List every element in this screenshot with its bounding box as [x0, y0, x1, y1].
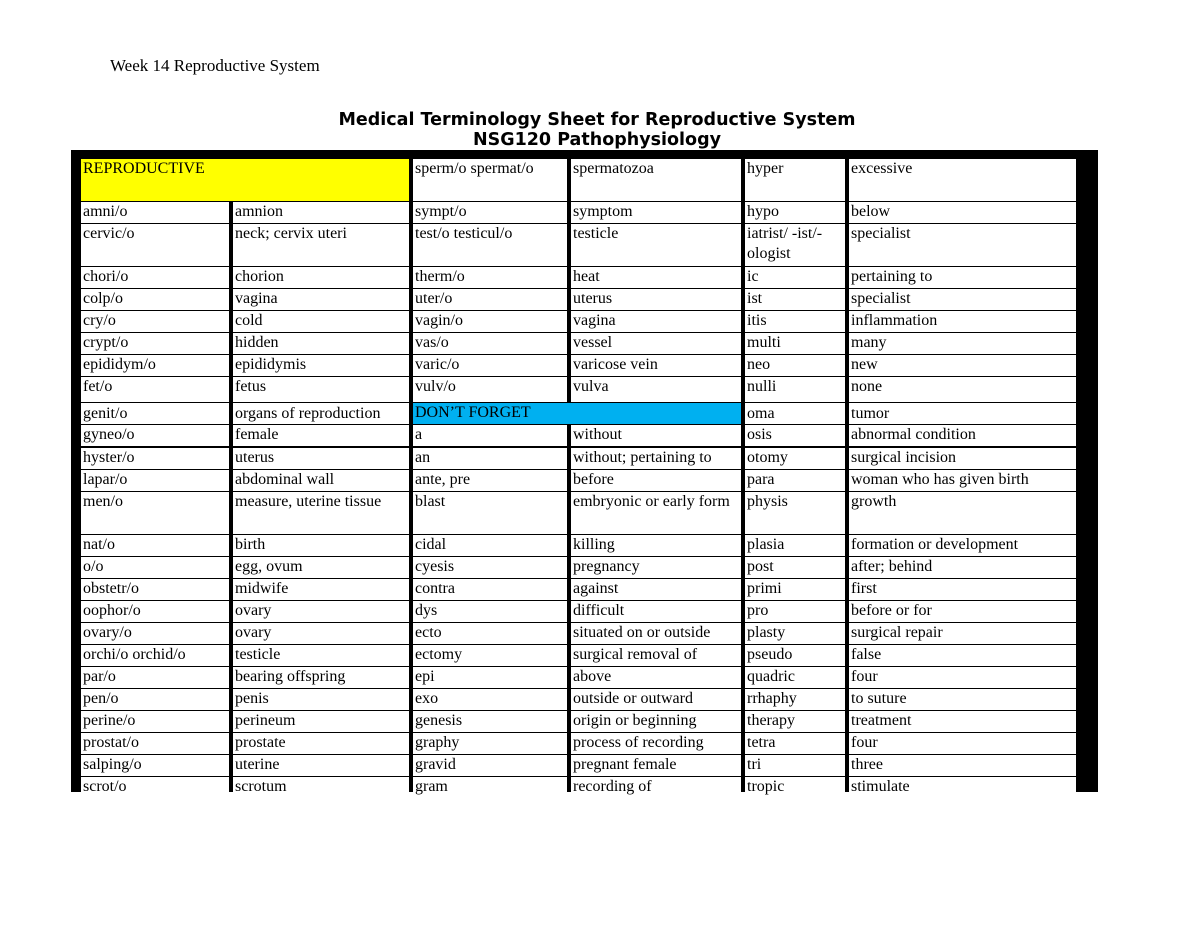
table-cell: prostate [233, 733, 409, 754]
table-cell: situated on or outside [571, 623, 741, 644]
table-cell: vas/o [413, 333, 567, 354]
table-cell: tetra [745, 733, 845, 754]
table-cell: pseudo [745, 645, 845, 666]
table-cell: surgical incision [849, 448, 1076, 469]
table-cell: uterus [233, 448, 409, 469]
table-cell: physis [745, 492, 845, 534]
table-cell: pertaining to [849, 267, 1076, 288]
table-cell: chori/o [81, 267, 229, 288]
table-cell: iatrist/ -ist/-ologist [745, 224, 845, 266]
table-cell: birth [233, 535, 409, 556]
table-cell: gram [413, 777, 567, 798]
table-cell: quadric [745, 667, 845, 688]
table-cell: false [849, 645, 1076, 666]
table-cell: a [413, 425, 567, 446]
table-cell: prostat/o [81, 733, 229, 754]
table-cell: after; behind [849, 557, 1076, 578]
table-cell: hidden [233, 333, 409, 354]
table-cell: ic [745, 267, 845, 288]
table-cell: pregnant female [571, 755, 741, 776]
table-cell-text: genit/o [83, 405, 128, 423]
section-header-dont-forget: DON’T FORGET [413, 403, 741, 424]
table-cell: gravid [413, 755, 567, 776]
table-cell: measure, uterine tissue [233, 492, 409, 534]
table-cell: sperm/o spermat/o [413, 159, 567, 201]
table-cell: none [849, 377, 1076, 402]
table-cell: rrhaphy [745, 689, 845, 710]
table-cell: cyesis [413, 557, 567, 578]
table-cell: ovary [233, 601, 409, 622]
table-cell: surgical removal of [571, 645, 741, 666]
table-cell [745, 403, 845, 424]
table-cell: cry/o [81, 311, 229, 332]
table-cell: outside or outward [571, 689, 741, 710]
table-cell: female [233, 425, 409, 446]
table-cell: vulv/o [413, 377, 567, 402]
table-cell: hyster/o [81, 448, 229, 469]
table-cell-text: organs of reproduction [235, 405, 381, 423]
table-cell: ante, pre [413, 470, 567, 491]
table-cell: o/o [81, 557, 229, 578]
table-cell: epididym/o [81, 355, 229, 376]
table-cell: uterus [571, 289, 741, 310]
table-cell: heat [571, 267, 741, 288]
table-cell: varic/o [413, 355, 567, 376]
table-cell: abdominal wall [233, 470, 409, 491]
table-cell: inflammation [849, 311, 1076, 332]
table-cell: vessel [571, 333, 741, 354]
table-cell: first [849, 579, 1076, 600]
table-cell: salping/o [81, 755, 229, 776]
table-cell: therm/o [413, 267, 567, 288]
table-cell-text: oma [747, 405, 775, 423]
table-cell: tri [745, 755, 845, 776]
table-cell: para [745, 470, 845, 491]
table-cell: par/o [81, 667, 229, 688]
table-cell: testicle [233, 645, 409, 666]
table-cell: uterine [233, 755, 409, 776]
table-cell: post [745, 557, 845, 578]
table-cell: new [849, 355, 1076, 376]
table-cell: therapy [745, 711, 845, 732]
table-cell: stimulate [849, 777, 1076, 798]
table-cell: to suture [849, 689, 1076, 710]
table-cell: four [849, 667, 1076, 688]
table-cell: midwife [233, 579, 409, 600]
table-cell: ovary [233, 623, 409, 644]
table-cell: vagin/o [413, 311, 567, 332]
table-cell: chorion [233, 267, 409, 288]
table-cell: ectomy [413, 645, 567, 666]
table-cell: ist [745, 289, 845, 310]
table-cell: without; pertaining to [571, 448, 741, 469]
table-cell: surgical repair [849, 623, 1076, 644]
table-cell: contra [413, 579, 567, 600]
table-cell: against [571, 579, 741, 600]
table-cell: orchi/o orchid/o [81, 645, 229, 666]
table-cell: perineum [233, 711, 409, 732]
table-cell: penis [233, 689, 409, 710]
table-cell: fet/o [81, 377, 229, 402]
table-cell: fetus [233, 377, 409, 402]
table-cell: spermatozoa [571, 159, 741, 201]
table-cell: uter/o [413, 289, 567, 310]
page-subtitle: NSG120 Pathophysiology [472, 130, 722, 150]
table-cell: multi [745, 333, 845, 354]
table-cell: killing [571, 535, 741, 556]
table-cell: dys [413, 601, 567, 622]
table-cell: pro [745, 601, 845, 622]
table-cell: perine/o [81, 711, 229, 732]
table-cell: amni/o [81, 202, 229, 223]
table-cell: without [571, 425, 741, 446]
table-cell: recording of [571, 777, 741, 798]
table-cell: nat/o [81, 535, 229, 556]
table-cell: neck; cervix uteri [233, 224, 409, 266]
table-cell: hyper [745, 159, 845, 201]
table-cell: scrotum [233, 777, 409, 798]
table-cell: nulli [745, 377, 845, 402]
table-cell [81, 403, 229, 424]
table-cell: plasty [745, 623, 845, 644]
table-cell: graphy [413, 733, 567, 754]
table-cell: many [849, 333, 1076, 354]
table-cell: men/o [81, 492, 229, 534]
table-cell: abnormal condition [849, 425, 1076, 446]
table-cell [233, 403, 409, 424]
table-cell-text: tumor [851, 405, 890, 423]
table-cell: sympt/o [413, 202, 567, 223]
table-cell: scrot/o [81, 777, 229, 798]
table-cell: cold [233, 311, 409, 332]
title-block [0, 110, 1194, 150]
table-cell: above [571, 667, 741, 688]
table-cell: growth [849, 492, 1076, 534]
terminology-grid [81, 159, 1088, 796]
table-cell: bearing offspring [233, 667, 409, 688]
table-cell [849, 403, 1076, 424]
table-cell: symptom [571, 202, 741, 223]
page-title: Medical Terminology Sheet for Reproductive System [338, 110, 856, 130]
table-cell: neo [745, 355, 845, 376]
table-cell: epididymis [233, 355, 409, 376]
table-cell: ecto [413, 623, 567, 644]
table-cell: below [849, 202, 1076, 223]
table-cell: obstetr/o [81, 579, 229, 600]
table-cell: vagina [571, 311, 741, 332]
table-cell: gyneo/o [81, 425, 229, 446]
table-cell: lapar/o [81, 470, 229, 491]
table-cell: amnion [233, 202, 409, 223]
table-cell: osis [745, 425, 845, 446]
table-cell: pen/o [81, 689, 229, 710]
table-cell: formation or development [849, 535, 1076, 556]
table-cell: excessive [849, 159, 1076, 201]
table-cell: embryonic or early form [571, 492, 741, 534]
table-cell: oophor/o [81, 601, 229, 622]
table-cell: crypt/o [81, 333, 229, 354]
table-cell: treatment [849, 711, 1076, 732]
table-cell: exo [413, 689, 567, 710]
table-cell: four [849, 733, 1076, 754]
table-cell: testicle [571, 224, 741, 266]
table-cell: ovary/o [81, 623, 229, 644]
table-cell: difficult [571, 601, 741, 622]
table-cell: hypo [745, 202, 845, 223]
table-cell: specialist [849, 289, 1076, 310]
table-cell: specialist [849, 224, 1076, 266]
section-header-reproductive: REPRODUCTIVE [81, 159, 409, 201]
table-cell: vulva [571, 377, 741, 402]
table-cell: pregnancy [571, 557, 741, 578]
table-cell: cidal [413, 535, 567, 556]
table-cell: colp/o [81, 289, 229, 310]
table-cell: cervic/o [81, 224, 229, 266]
table-cell: itis [745, 311, 845, 332]
table-cell: primi [745, 579, 845, 600]
table-cell: varicose vein [571, 355, 741, 376]
terminology-table [71, 150, 1098, 796]
table-cell: genesis [413, 711, 567, 732]
table-cell: origin or beginning [571, 711, 741, 732]
table-cell: process of recording [571, 733, 741, 754]
table-cell: woman who has given birth [849, 470, 1076, 491]
table-cell: three [849, 755, 1076, 776]
table-cell: before [571, 470, 741, 491]
table-cell: test/o testicul/o [413, 224, 567, 266]
table-cell: tropic [745, 777, 845, 798]
table-cell: vagina [233, 289, 409, 310]
table-cell: egg, ovum [233, 557, 409, 578]
table-cell: plasia [745, 535, 845, 556]
page-header-note: Week 14 Reproductive System [110, 56, 320, 75]
table-cell: blast [413, 492, 567, 534]
table-cell: before or for [849, 601, 1076, 622]
table-cell: an [413, 448, 567, 469]
table-cell: epi [413, 667, 567, 688]
table-cell: otomy [745, 448, 845, 469]
